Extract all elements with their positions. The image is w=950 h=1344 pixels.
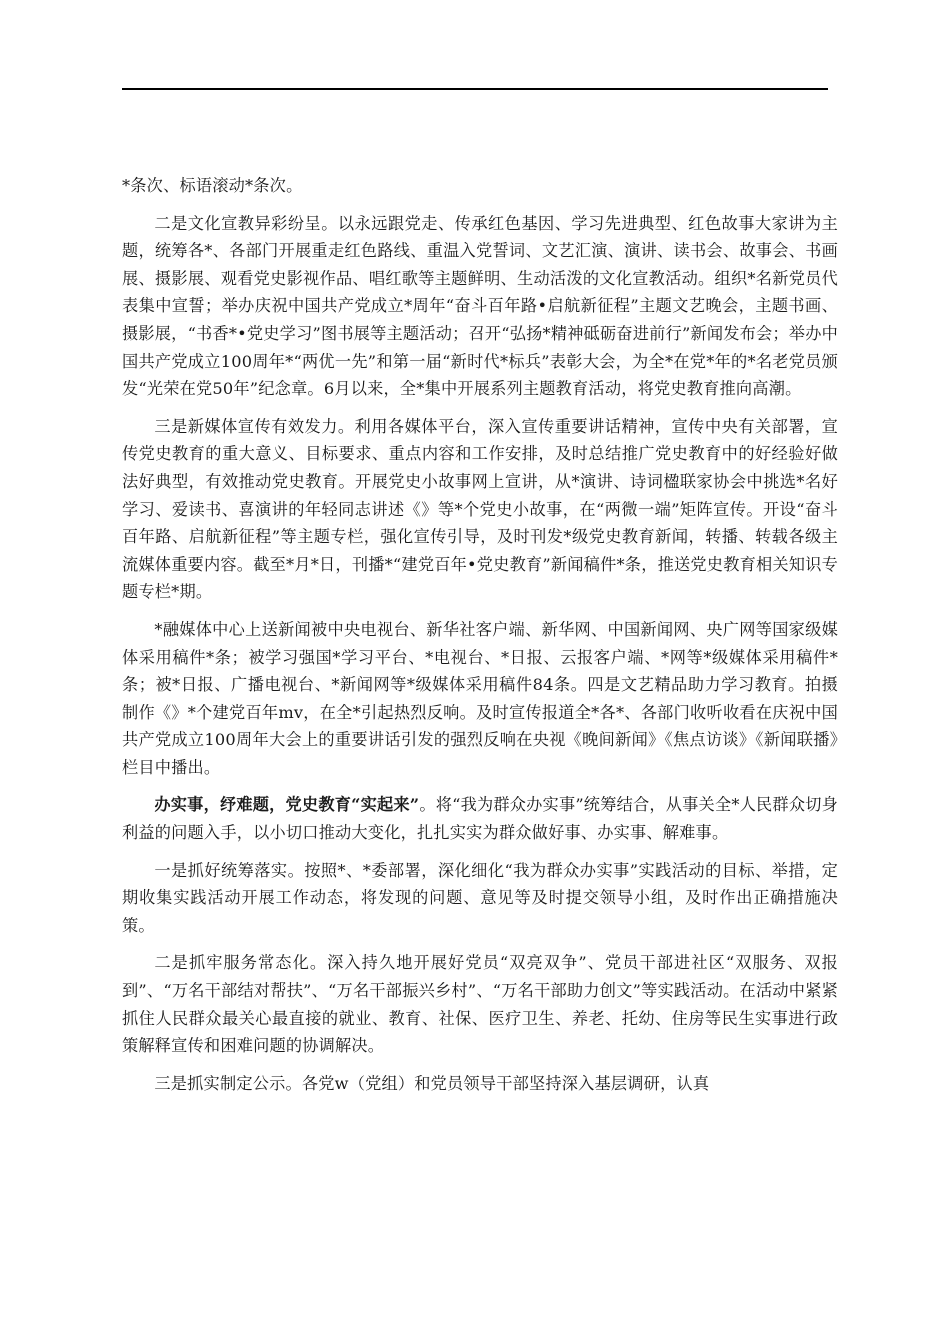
paragraph-practical-matters — [122, 791, 838, 846]
paragraph-text: 二是抓牢服务常态化。深入持久地开展好党员“双亮双争”、党员干部进社区“双服务、双报到”、“万名干部结对帮扶”、“万名干部振兴乡村”、“万名干部助力创文”等实践活动。在活动中紧紧抓住人民群众最关心最直接的就业、教育、社保、医疗卫生、养老、托幼、住房等民生实事进行政策解释宣传和困难问题的协调解决。 — [122, 953, 838, 1056]
paragraph-publicity — [122, 1070, 838, 1098]
paragraph-text: 。将“我为群众办实事”统筹结合，从事关全*人民群众切身利益的问题入手，以小切口推动大变化，扎扎实实为群众做好事、办实事、解难事。 — [122, 795, 838, 843]
document-body — [122, 172, 838, 1107]
continuation-line: *条次、标语滚动*条次。 — [122, 176, 303, 195]
paragraph-media-center — [122, 616, 838, 782]
paragraph-text: *融媒体中心上送新闻被中央电视台、新华社客户端、新华网、中国新闻网、央广网等国家级媒体采用稿件*条；被学习强国*学习平台、*电视台、*日报、云报客户端、*网等*级媒体采用稿件*条；被*日报、广播电视台、*新闻网等*级媒体采用稿件84条。四是文艺精品助力学习教育。拍摄制作《》*个建党百年mv，在全*引起热烈反响。及时宣传报道全*各*、各部门收听收看在庆祝中国共产党成立100周年大会上的重要讲话引发的强烈反响在央视《晚间新闻》《焦点访谈》《新闻联播》栏目中播出。 — [122, 619, 838, 777]
paragraph-text: 三是新媒体宣传有效发力。利用各媒体平台，深入宣传重要讲话精神，宣传中央有关部署，宣传党史教育的重大意义、目标要求、重点内容和工作安排，及时总结推广党史教育中的好经验好做法好典型，有效推动党史教育。开展党史小故事网上宣讲，从*演讲、诗词楹联家协会中挑选*名好学习、爱读书、喜演讲的年轻同志讲述《》等*个党史小故事，在“两微一端”矩阵宣传。开设“奋斗百年路、启航新征程”等主题专栏，强化宣传引导，及时刊发*级党史教育新闻，转播、转载各级主流媒体重要内容。截至*月*日，刊播*“建党百年•党史教育”新闻稿件*条，推送党史教育相关知识专题专栏*期。 — [122, 416, 838, 602]
section-heading: 办实事，纾难题，党史教育“实起来” — [154, 795, 420, 815]
paragraph-text: 三是抓实制定公示。各党w（党组）和党员领导干部坚持深入基层调研，认真 — [154, 1073, 710, 1093]
header-rule — [122, 88, 828, 90]
paragraph-service — [122, 949, 838, 1059]
paragraph-culture — [122, 210, 838, 403]
paragraph-new-media — [122, 413, 838, 606]
paragraph-text: 二是文化宣教异彩纷呈。以永远跟党走、传承红色基因、学习先进典型、红色故事大家讲为主题，统筹各*、各部门开展重走红色路线、重温入党誓词、文艺汇演、演讲、读书会、故事会、书画展、摄影展、观看党史影视作品、唱红歌等主题鲜明、生动活泼的文化宣教活动。组织*名新党员代表集中宣誓；举办庆祝中国共产党成立*周年“奋斗百年路•启航新征程”主题文艺晚会，主题书画、摄影展，“书香*•党史学习”图书展等主题活动；召开“弘扬*精神砥砺奋进前行”新闻发布会；举办中国共产党成立100周年*“两优一先”和第一届“新时代*标兵”表彰大会，为全*在党*年的*名老党员颁发“光荣在党50年”纪念章。6月以来，全*集中开展系列主题教育活动，将党史教育推向高潮。 — [122, 213, 838, 399]
paragraph-coordination — [122, 857, 838, 940]
paragraph-text: 一是抓好统筹落实。按照*、*委部署，深化细化“我为群众办实事”实践活动的目标、举措，定期收集实践活动开展工作动态，将发现的问题、意见等及时提交领导小组，及时作出正确措施决策。 — [122, 860, 838, 935]
